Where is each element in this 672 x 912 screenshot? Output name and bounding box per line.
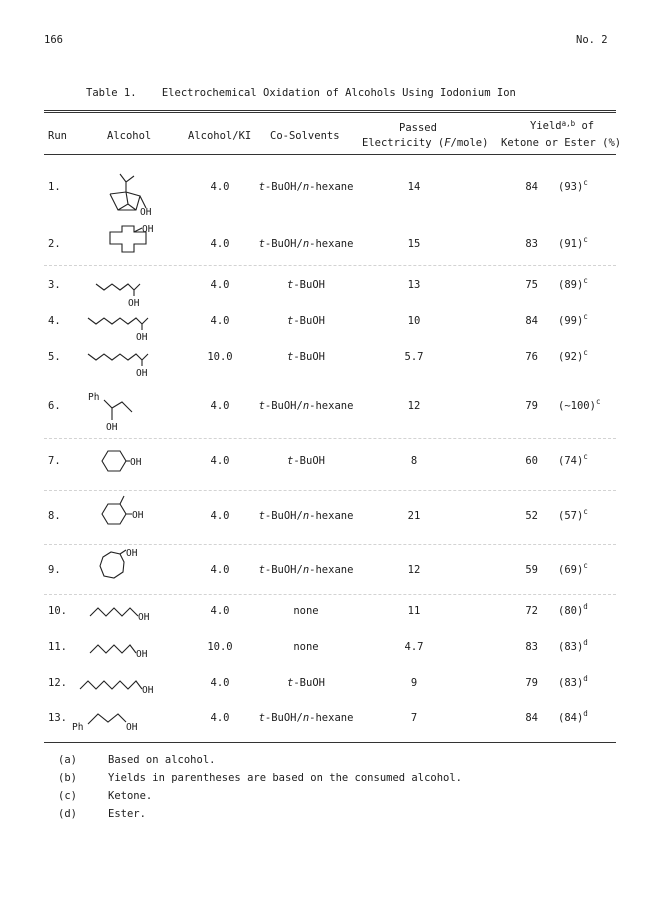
yield-note-mark: d	[583, 674, 588, 683]
row-solvent: t-BuOH/n-hexane	[258, 400, 354, 412]
footnote-mark: (d)	[58, 808, 77, 820]
header-passed: Passed	[399, 122, 437, 134]
row-yield: 52	[525, 510, 538, 522]
yield-consumed: (74)	[558, 455, 584, 467]
journal-issue: No. 2	[576, 34, 608, 46]
page-number: 166	[44, 34, 63, 46]
row-electricity: 8	[410, 455, 418, 467]
oh-label: OH	[128, 298, 140, 309]
row-solvent: t-BuOH	[287, 677, 325, 689]
row-solvent: t-BuOH/n-hexane	[258, 564, 354, 576]
oh-label: OH	[106, 422, 118, 433]
row-solvent: t-BuOH	[287, 455, 325, 467]
row-yield-paren	[558, 348, 618, 363]
yield-note-mark: d	[583, 638, 588, 647]
header-yield	[530, 120, 594, 133]
row-solvent: none	[293, 641, 319, 653]
row-electricity: 10	[407, 315, 421, 327]
row-yield: 60	[525, 455, 538, 467]
row-run: 5.	[48, 351, 61, 363]
row-yield-paren	[558, 397, 618, 412]
row-ratio: 4.0	[210, 712, 230, 724]
row-yield-paren	[558, 638, 618, 653]
yield-consumed: (83)	[558, 641, 584, 653]
row-ratio: 4.0	[210, 238, 230, 250]
structure-1-hexanol-b	[86, 639, 156, 661]
row-solvent: t-BuOH	[287, 315, 325, 327]
row-yield: 84	[525, 712, 538, 724]
row-yield-paren	[558, 276, 618, 291]
row-separator	[44, 544, 616, 545]
footnote-mark: (a)	[58, 754, 77, 766]
yield-consumed: (83)	[558, 677, 584, 689]
row-run: 4.	[48, 315, 61, 327]
yield-consumed: (89)	[558, 279, 584, 291]
structure-2-octanol	[86, 312, 156, 346]
yield-note-mark: c	[583, 507, 588, 516]
yield-consumed: (~100)	[558, 400, 596, 412]
row-yield: 79	[525, 677, 538, 689]
yield-consumed: (80)	[558, 605, 584, 617]
yield-note-mark: c	[595, 397, 601, 406]
header-ketone-ester: Ketone or Ester (%)	[501, 137, 622, 149]
row-ratio: 10.0	[207, 351, 233, 363]
footnote-text: Ester.	[108, 808, 146, 820]
header-yield-of: of	[575, 120, 595, 132]
oh-label: OH	[132, 510, 144, 521]
row-yield: 84	[525, 315, 538, 327]
header-electricity: Electricity (F/mole)	[362, 137, 489, 149]
oh-label: OH	[142, 224, 154, 235]
row-solvent: t-BuOH/n-hexane	[258, 238, 354, 250]
row-yield: 84	[525, 181, 538, 193]
ph-label: Ph	[72, 722, 84, 733]
row-electricity: 11	[407, 605, 421, 617]
row-run: 9.	[48, 564, 61, 576]
row-electricity: 14	[407, 181, 421, 193]
row-ratio: 4.0	[210, 315, 230, 327]
oh-label: OH	[140, 207, 152, 218]
top-rule	[44, 110, 616, 111]
yield-note-mark: c	[583, 561, 588, 570]
row-ratio: 4.0	[210, 605, 230, 617]
row-ratio: 4.0	[210, 564, 230, 576]
row-separator	[44, 490, 616, 491]
structure-cycloheptanol	[90, 546, 150, 586]
yield-note-mark: d	[583, 602, 588, 611]
row-solvent: t-BuOH/n-hexane	[258, 712, 354, 724]
yield-note-mark: c	[583, 178, 588, 187]
yield-consumed: (91)	[558, 238, 584, 250]
header-rule	[44, 154, 616, 155]
yield-consumed: (92)	[558, 351, 584, 363]
row-separator	[44, 265, 616, 266]
footnote-text: Based on alcohol.	[108, 754, 216, 766]
header-cosolvents: Co-Solvents	[270, 130, 340, 142]
row-yield-paren	[558, 507, 618, 522]
oh-label: OH	[130, 457, 142, 468]
table-title: Table 1. Electrochemical Oxidation of Alcohols Using Iodonium Ion	[86, 87, 516, 99]
structure-cyclododecanol	[96, 222, 166, 262]
row-solvent: none	[293, 605, 319, 617]
structure-2-octanol-b	[86, 348, 156, 382]
yield-note-mark: c	[583, 276, 588, 285]
row-ratio: 4.0	[210, 279, 230, 291]
row-run: 12.	[48, 677, 67, 689]
row-run: 2.	[48, 238, 61, 250]
header-yield-sup: a,b	[561, 119, 576, 128]
footnote-mark: (c)	[58, 790, 77, 802]
row-yield-paren	[558, 178, 618, 193]
footnote-mark: (b)	[58, 772, 77, 784]
row-electricity: 12	[407, 400, 421, 412]
row-run: 10.	[48, 605, 67, 617]
row-yield: 83	[525, 238, 538, 250]
row-ratio: 10.0	[207, 641, 233, 653]
row-electricity: 7	[410, 712, 418, 724]
header-alcohol: Alcohol	[107, 130, 152, 142]
top-rule-double	[44, 112, 616, 113]
yield-note-mark: c	[583, 452, 588, 461]
yield-consumed: (99)	[558, 315, 584, 327]
structure-cyclohexanol	[92, 446, 152, 476]
row-ratio: 4.0	[210, 400, 230, 412]
yield-consumed: (57)	[558, 510, 584, 522]
row-electricity: 13	[407, 279, 421, 291]
yield-consumed: (93)	[558, 181, 584, 193]
footnote-text: Yields in parentheses are based on the consumed alcohol.	[108, 772, 463, 784]
oh-label: OH	[138, 612, 150, 623]
row-yield-paren	[558, 312, 618, 327]
row-yield-paren	[558, 452, 618, 467]
oh-label: OH	[136, 368, 148, 379]
row-solvent: t-BuOH	[287, 279, 325, 291]
structure-borneol	[98, 170, 158, 218]
header-run: Run	[48, 130, 67, 142]
structure-1-octanol	[76, 675, 166, 697]
row-yield: 75	[525, 279, 538, 291]
yield-note-mark: d	[583, 709, 588, 718]
row-separator	[44, 438, 616, 439]
row-yield: 83	[525, 641, 538, 653]
row-ratio: 4.0	[210, 181, 230, 193]
row-ratio: 4.0	[210, 677, 230, 689]
row-run: 6.	[48, 400, 61, 412]
row-run: 3.	[48, 279, 61, 291]
oh-label: OH	[126, 722, 138, 733]
header-yield-word: Yield	[530, 120, 562, 132]
row-solvent: t-BuOH	[287, 351, 325, 363]
oh-label: OH	[142, 685, 154, 696]
row-yield-paren	[558, 602, 618, 617]
bottom-rule	[44, 742, 616, 743]
row-yield-paren	[558, 561, 618, 576]
row-electricity: 15	[407, 238, 421, 250]
row-electricity: 21	[407, 510, 421, 522]
row-yield: 72	[525, 605, 538, 617]
oh-label: OH	[136, 332, 148, 343]
yield-note-mark: c	[583, 235, 588, 244]
ph-label: Ph	[88, 392, 100, 403]
row-yield: 79	[525, 400, 538, 412]
yield-note-mark: c	[583, 348, 588, 357]
structure-3-phenyl-1-propanol	[72, 708, 162, 738]
oh-label: OH	[136, 649, 148, 660]
yield-note-mark: c	[583, 312, 588, 321]
row-solvent: t-BuOH/n-hexane	[258, 510, 354, 522]
structure-2-methylcyclohexanol	[92, 492, 152, 536]
row-run: 1.	[48, 181, 61, 193]
row-run: 13.	[48, 712, 67, 724]
row-run: 8.	[48, 510, 61, 522]
row-ratio: 4.0	[210, 510, 230, 522]
row-separator	[44, 594, 616, 595]
row-yield-paren	[558, 235, 618, 250]
row-electricity: 12	[407, 564, 421, 576]
structure-1-phenyl-2-butanol	[86, 390, 156, 434]
oh-label: OH	[126, 548, 138, 559]
yield-consumed: (84)	[558, 712, 584, 724]
yield-consumed: (69)	[558, 564, 584, 576]
row-electricity: 4.7	[404, 641, 424, 653]
row-yield: 59	[525, 564, 538, 576]
row-electricity: 9	[410, 677, 418, 689]
row-yield: 76	[525, 351, 538, 363]
structure-2-heptanol	[92, 278, 152, 310]
header-ratio: Alcohol/KI	[188, 130, 252, 142]
row-ratio: 4.0	[210, 455, 230, 467]
row-run: 11.	[48, 641, 67, 653]
row-solvent: t-BuOH/n-hexane	[258, 181, 354, 193]
footnote-text: Ketone.	[108, 790, 153, 802]
structure-1-hexanol	[86, 602, 156, 624]
row-run: 7.	[48, 455, 61, 467]
row-electricity: 5.7	[404, 351, 424, 363]
row-yield-paren	[558, 709, 618, 724]
row-yield-paren	[558, 674, 618, 689]
